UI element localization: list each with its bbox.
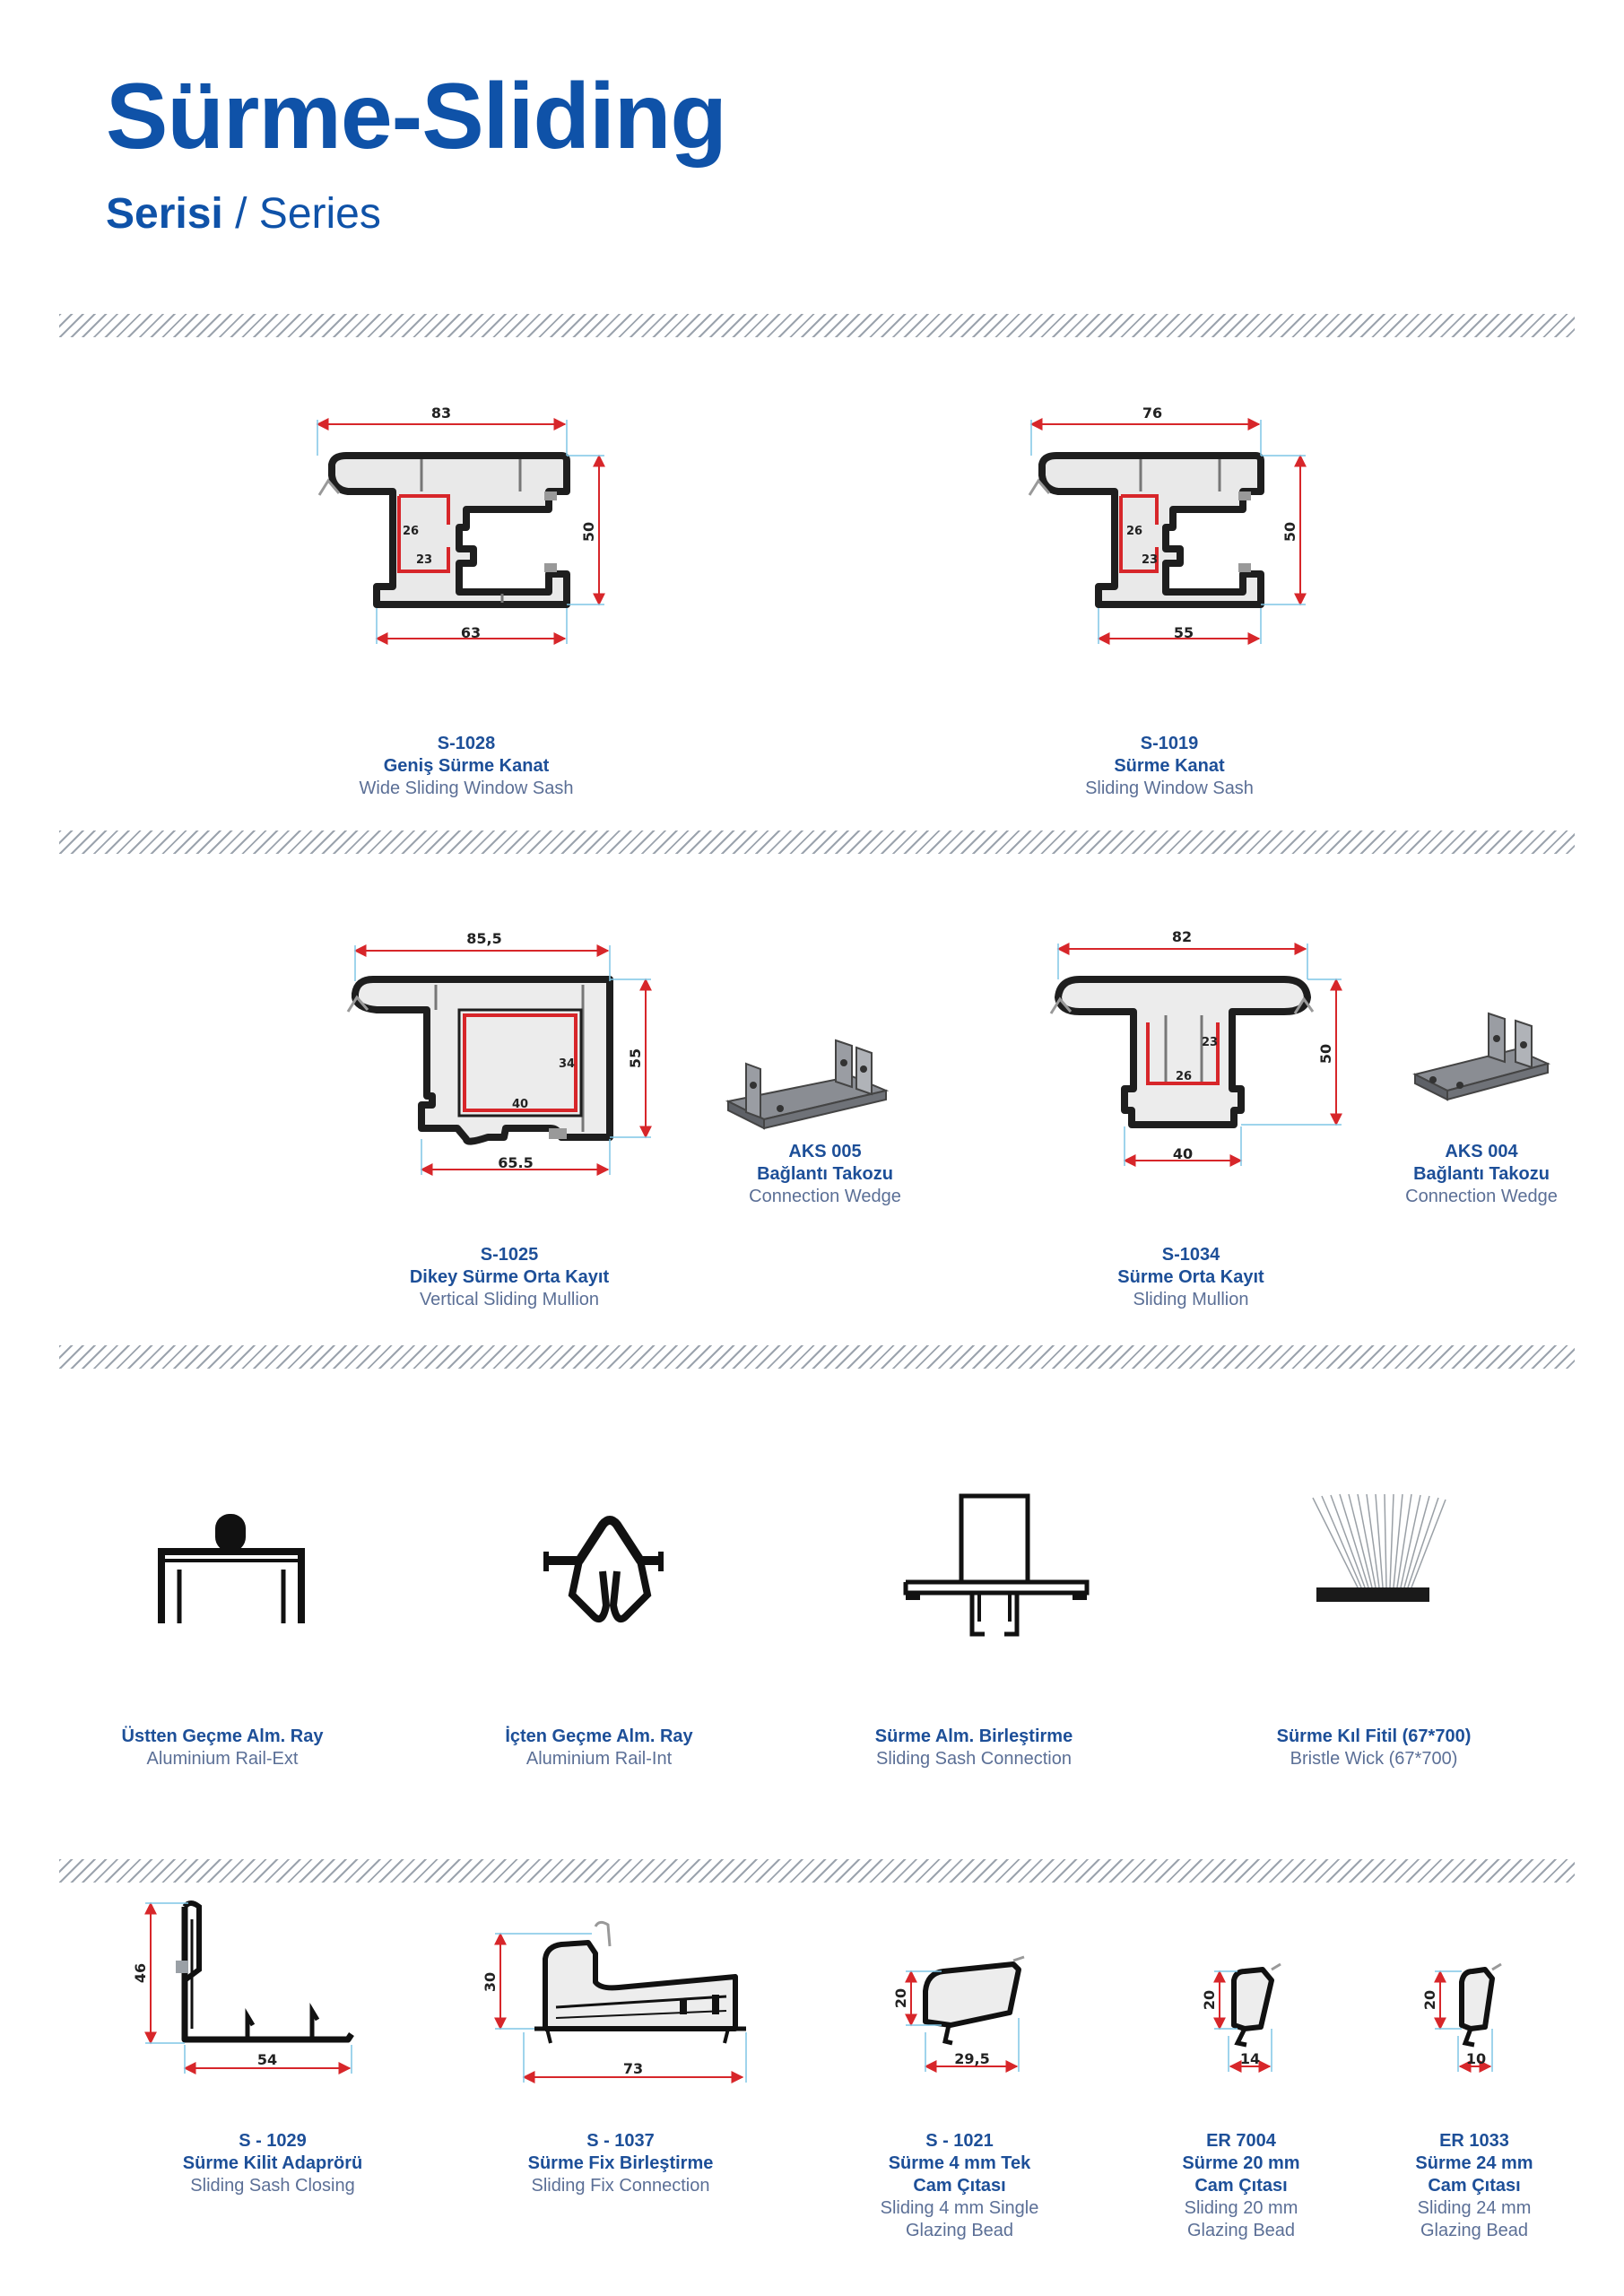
s1028-dim-inner-h: 26 bbox=[402, 525, 420, 538]
er7004-dim-w: 14 bbox=[1239, 2050, 1261, 2067]
caption-s1019 bbox=[981, 733, 1358, 800]
s1019-dim-inner-h: 26 bbox=[1125, 525, 1143, 538]
product-name-en: Sliding Fix Connection bbox=[531, 2176, 710, 2196]
caption-s1029 bbox=[84, 2130, 461, 2197]
s1034-dim-inner-h: 23 bbox=[1201, 1036, 1219, 1049]
s1029-dim-w: 54 bbox=[256, 2051, 278, 2068]
s1034-dim-top: 82 bbox=[1171, 928, 1193, 945]
caption-er1033 bbox=[1286, 2130, 1624, 2242]
profile-s1034-drawing bbox=[1051, 928, 1342, 1166]
product-name-en: Sliding Sash Connection bbox=[876, 1749, 1072, 1769]
product-name-tr-2: Cam Çıtası bbox=[1194, 2176, 1288, 2196]
product-code: ER 7004 bbox=[1206, 2131, 1276, 2151]
product-code: S-1019 bbox=[1140, 734, 1199, 753]
s1028-dim-inner-w: 23 bbox=[415, 553, 433, 567]
subtitle-separator: / bbox=[235, 190, 248, 238]
product-name-tr: Bağlantı Takozu bbox=[1413, 1164, 1550, 1184]
er7004-drawing bbox=[1201, 1964, 1281, 2072]
product-code: S - 1029 bbox=[239, 2131, 307, 2151]
s1021-drawing bbox=[892, 1957, 1024, 2072]
caption-sash-connection bbox=[786, 1726, 1162, 1770]
product-code: S - 1037 bbox=[586, 2131, 655, 2151]
s1025-dim-top: 85,5 bbox=[466, 930, 502, 947]
product-name-tr: Geniş Sürme Kanat bbox=[383, 756, 550, 776]
product-code: S-1028 bbox=[437, 734, 496, 753]
s1034-dim-inner-w: 26 bbox=[1175, 1070, 1193, 1083]
s1028-dim-bottom: 63 bbox=[460, 624, 482, 641]
product-name-en: Bristle Wick (67*700) bbox=[1290, 1749, 1458, 1769]
aks004-wedge-image bbox=[1415, 1013, 1548, 1100]
product-name-tr: Üstten Geçme Alm. Ray bbox=[121, 1726, 324, 1746]
product-name-tr: Bağlantı Takozu bbox=[757, 1164, 893, 1184]
product-name-en-1: Sliding 24 mm bbox=[1417, 2198, 1532, 2218]
product-name-tr: Sürme Fix Birleştirme bbox=[527, 2153, 714, 2173]
product-name-tr: Dikey Sürme Orta Kayıt bbox=[409, 1267, 610, 1287]
product-name-en-2: Glazing Bead bbox=[1420, 2221, 1529, 2240]
s1021-dim-h: 20 bbox=[892, 1987, 909, 2009]
product-name-tr: İçten Geçme Alm. Ray bbox=[505, 1726, 693, 1746]
caption-s1037 bbox=[432, 2130, 809, 2197]
profile-s1025-drawing bbox=[348, 930, 651, 1175]
s1021-dim-w: 29,5 bbox=[954, 2050, 990, 2067]
s1028-dim-height: 50 bbox=[580, 521, 597, 543]
profile-s1028-drawing bbox=[317, 404, 604, 644]
page-title: Sürme-Sliding bbox=[106, 65, 726, 169]
product-name-en-2: Glazing Bead bbox=[1186, 2221, 1296, 2240]
product-name-en: Aluminium Rail-Ext bbox=[146, 1749, 299, 1769]
product-name-en: Wide Sliding Window Sash bbox=[359, 778, 574, 798]
product-name-en: Sliding Sash Closing bbox=[190, 2176, 355, 2196]
product-name-tr: Sürme Kilit Adaprörü bbox=[182, 2153, 363, 2173]
product-code: S-1025 bbox=[480, 1245, 539, 1265]
s1034-dim-bottom: 40 bbox=[1172, 1145, 1194, 1162]
product-name-en-2: Glazing Bead bbox=[905, 2221, 1014, 2240]
product-name-tr: Sürme Orta Kayıt bbox=[1117, 1267, 1264, 1287]
aks005-wedge-image bbox=[728, 1040, 886, 1128]
profile-s1019-drawing bbox=[1029, 404, 1306, 644]
er7004-dim-h: 20 bbox=[1201, 1989, 1218, 2011]
caption-bristle-wick bbox=[1185, 1726, 1562, 1770]
product-code: S - 1021 bbox=[925, 2131, 994, 2151]
s1025-dim-inner-h: 34 bbox=[558, 1057, 576, 1071]
product-name-tr-1: Sürme 24 mm bbox=[1415, 2153, 1533, 2173]
product-code: ER 1033 bbox=[1439, 2131, 1509, 2151]
er1033-dim-h: 20 bbox=[1421, 1989, 1438, 2011]
product-name-tr: Sürme Kanat bbox=[1114, 756, 1225, 776]
product-name-tr-2: Cam Çıtası bbox=[913, 2176, 1006, 2196]
caption-s1025 bbox=[321, 1244, 698, 1311]
s1019-dim-height: 50 bbox=[1281, 521, 1298, 543]
caption-rail-ext bbox=[34, 1726, 411, 1770]
product-name-tr-1: Sürme 20 mm bbox=[1182, 2153, 1300, 2173]
subtitle-bold: Serisi bbox=[106, 190, 223, 238]
s1025-dim-bottom: 65.5 bbox=[498, 1154, 534, 1171]
caption-rail-int bbox=[411, 1726, 787, 1770]
product-name-en: Connection Wedge bbox=[749, 1187, 901, 1206]
s1019-dim-bottom: 55 bbox=[1173, 624, 1194, 641]
product-name-en-1: Sliding 4 mm Single bbox=[880, 2198, 1039, 2218]
product-code: S-1034 bbox=[1161, 1245, 1220, 1265]
product-name-tr-1: Sürme 4 mm Tek bbox=[888, 2153, 1031, 2173]
s1037-dim-w: 73 bbox=[622, 2060, 644, 2077]
caption-s1028 bbox=[278, 733, 655, 800]
s1028-dim-top: 83 bbox=[430, 404, 452, 422]
s1019-dim-inner-w: 23 bbox=[1141, 553, 1159, 567]
product-name-tr: Sürme Alm. Birleştirme bbox=[874, 1726, 1073, 1746]
product-name-en: Vertical Sliding Mullion bbox=[419, 1290, 600, 1309]
product-name-en: Sliding Mullion bbox=[1133, 1290, 1249, 1309]
s1019-dim-top: 76 bbox=[1142, 404, 1163, 422]
caption-s1034 bbox=[1003, 1244, 1379, 1311]
product-name-tr: Sürme Kıl Fitil (67*700) bbox=[1276, 1726, 1472, 1746]
s1037-dim-h: 30 bbox=[482, 1971, 499, 1993]
product-code: AKS 005 bbox=[788, 1142, 862, 1161]
product-name-en: Connection Wedge bbox=[1405, 1187, 1558, 1206]
s1029-dim-h: 46 bbox=[132, 1962, 149, 1984]
product-name-en: Sliding Window Sash bbox=[1085, 778, 1254, 798]
sash-connection-drawing bbox=[906, 1496, 1087, 1634]
s1029-drawing bbox=[132, 1903, 352, 2074]
s1025-dim-height: 55 bbox=[627, 1048, 644, 1069]
rail-int-drawing bbox=[543, 1520, 664, 1619]
product-name-en-1: Sliding 20 mm bbox=[1184, 2198, 1298, 2218]
s1037-drawing bbox=[482, 1922, 746, 2083]
s1034-dim-height: 50 bbox=[1317, 1043, 1334, 1065]
subtitle-regular: Series bbox=[258, 190, 381, 238]
er1033-dim-w: 10 bbox=[1465, 2050, 1487, 2067]
product-name-en: Aluminium Rail-Int bbox=[525, 1749, 673, 1769]
product-code: AKS 004 bbox=[1445, 1142, 1518, 1161]
caption-aks005 bbox=[637, 1141, 1013, 1208]
bristle-wick-drawing bbox=[1313, 1494, 1446, 1602]
rail-ext-drawing bbox=[161, 1514, 301, 1623]
product-name-tr-2: Cam Çıtası bbox=[1428, 2176, 1521, 2196]
caption-aks004 bbox=[1293, 1141, 1624, 1208]
s1025-dim-inner-w: 40 bbox=[511, 1098, 529, 1111]
er1033-drawing bbox=[1421, 1964, 1501, 2072]
